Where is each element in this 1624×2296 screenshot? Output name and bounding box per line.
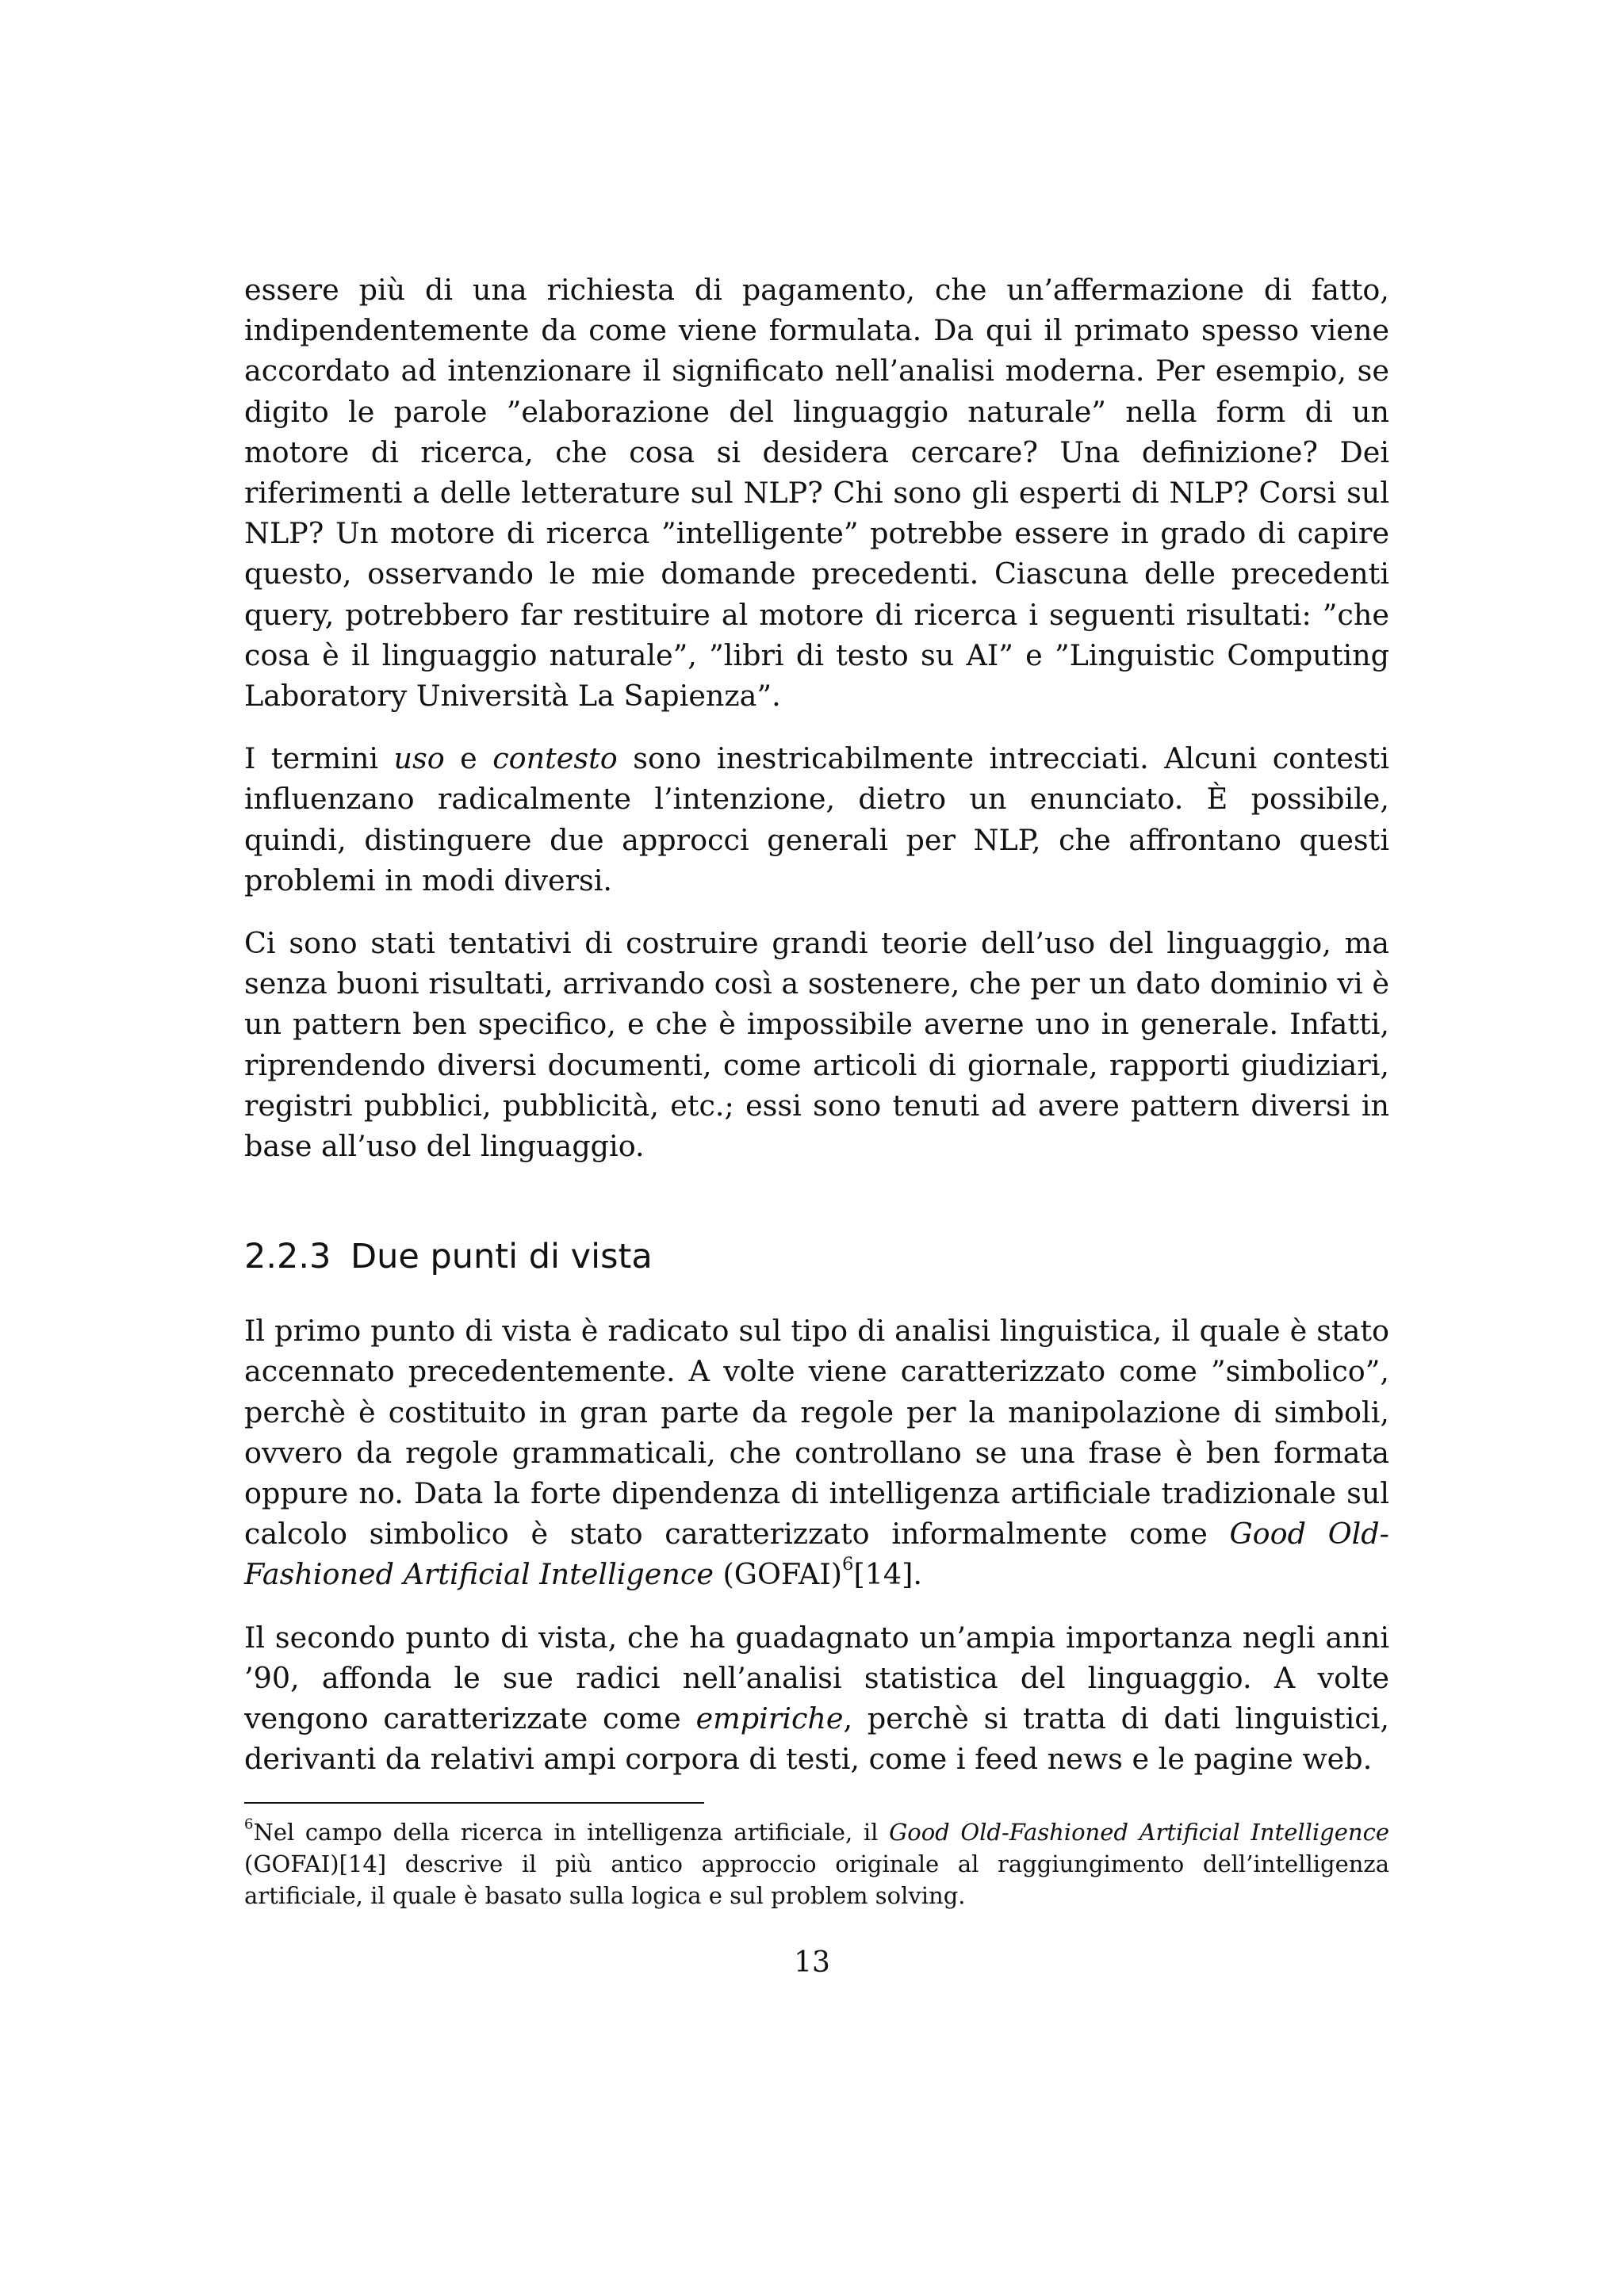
emphasis-contesto: contesto [492, 741, 618, 776]
footnote [244, 1816, 1389, 1911]
text-run: Il secondo punto di vista, che ha guadagnato un’ampia importanza negli anni ’90, affonda le sue radici nell’analisi statistica del linguaggio. A volte vengono caratterizzate come [244, 1620, 1389, 1736]
text-run: , perchè si tratta di dati linguistici, derivanti da relativi ampi corpora di testi, come i feed news e le pagine web. [244, 1701, 1389, 1777]
footnote-divider [244, 1802, 704, 1804]
footnote-reference[interactable]: 6 [842, 1554, 854, 1575]
footnote-emphasis: Good Old-Fashioned Artificial Intelligence [889, 1818, 1389, 1846]
citation: [14]. [853, 1557, 922, 1592]
emphasis-gofai: Good Old-Fashioned Artificial Intelligence [244, 1517, 1389, 1592]
section-title: Due punti di vista [350, 1237, 653, 1277]
text-run: (GOFAI)[14] descrive il più antico approccio originale al raggiungimento dell’intelligenza artificiale, il quale è basato sulla logica e sul problem solving. [244, 1850, 1389, 1909]
footnote-mark: 6 [244, 1816, 254, 1833]
text-run: (GOFAI) [713, 1557, 843, 1592]
emphasis-uso: uso [393, 741, 445, 776]
paragraph-use-context [244, 738, 1389, 901]
text-run: I termini [244, 741, 394, 776]
paragraph-intent: essere più di una richiesta di pagamento, che un’affermazione di fatto, indipendentemente da come viene formulata. Da qui il primato spesso viene accordato ad intenzionare il significato nell’analisi moderna. Per esempio, se digito le parole ”elaborazione del linguaggio naturale” nella form di un motore di ricerca, che cosa si desidera cercare? Una definizione? Dei riferimenti a delle letterature sul NLP? Chi sono gli esperti di NLP? Corsi sul NLP? Un motore di ricerca ”intelligente” potrebbe essere in grado di capire questo, osservando le mie domande precedenti. Ciascuna delle precedenti query, potrebbero far restituire al motore di ricerca i seguenti risultati: ”che cosa è il linguaggio naturale”, ”libri di testo su AI” e ”Linguistic Computing Laboratory Università La Sapienza”. [244, 273, 1389, 714]
text-run: e [444, 741, 493, 776]
text-run: sono inestricabilmente intrecciati. Alcuni contesti influenzano radicalmente l’intenzione, dietro un enunciato. È possibile, quindi, distinguere due approcci generali per NLP, che affrontano questi problemi in modi diversi. [244, 741, 1390, 897]
page-body [244, 270, 1389, 1911]
emphasis-empiriche: empiriche [695, 1701, 844, 1736]
text-run: Nel campo della ricerca in intelligenza artificiale, il [253, 1818, 890, 1846]
paragraph-statistical [244, 1617, 1389, 1780]
section-number: 2.2.3 [244, 1237, 331, 1277]
paragraph-symbolic [244, 1311, 1389, 1594]
section-heading [244, 1234, 1389, 1279]
page-number: 13 [794, 1946, 830, 1979]
paragraph-theories: Ci sono stati tentativi di costruire grandi teorie dell’uso del linguaggio, ma senza buoni risultati, arrivando così a sostenere, che per un dato dominio vi è un pattern ben specifico, e che è impossibile averne uno in generale. Infatti, riprendendo diversi documenti, come articoli di giornale, rapporti giudiziari, registri pubblici, pubblicità, etc.; essi sono tenuti ad avere pattern diversi in base all’uso del linguaggio. [244, 926, 1389, 1164]
text-run: Il primo punto di vista è radicato sul tipo di analisi linguistica, il quale è stato accennato precedentemente. A volte viene caratterizzato come ”simbolico”, perchè è costituito in gran parte da regole per la manipolazione di simboli, ovvero da regole grammaticali, che controllano se una frase è ben formata oppure no. Data la forte dipendenza di intelligenza artificiale tradizionale sul calcolo simbolico è stato caratterizzato informalmente come [244, 1314, 1389, 1552]
